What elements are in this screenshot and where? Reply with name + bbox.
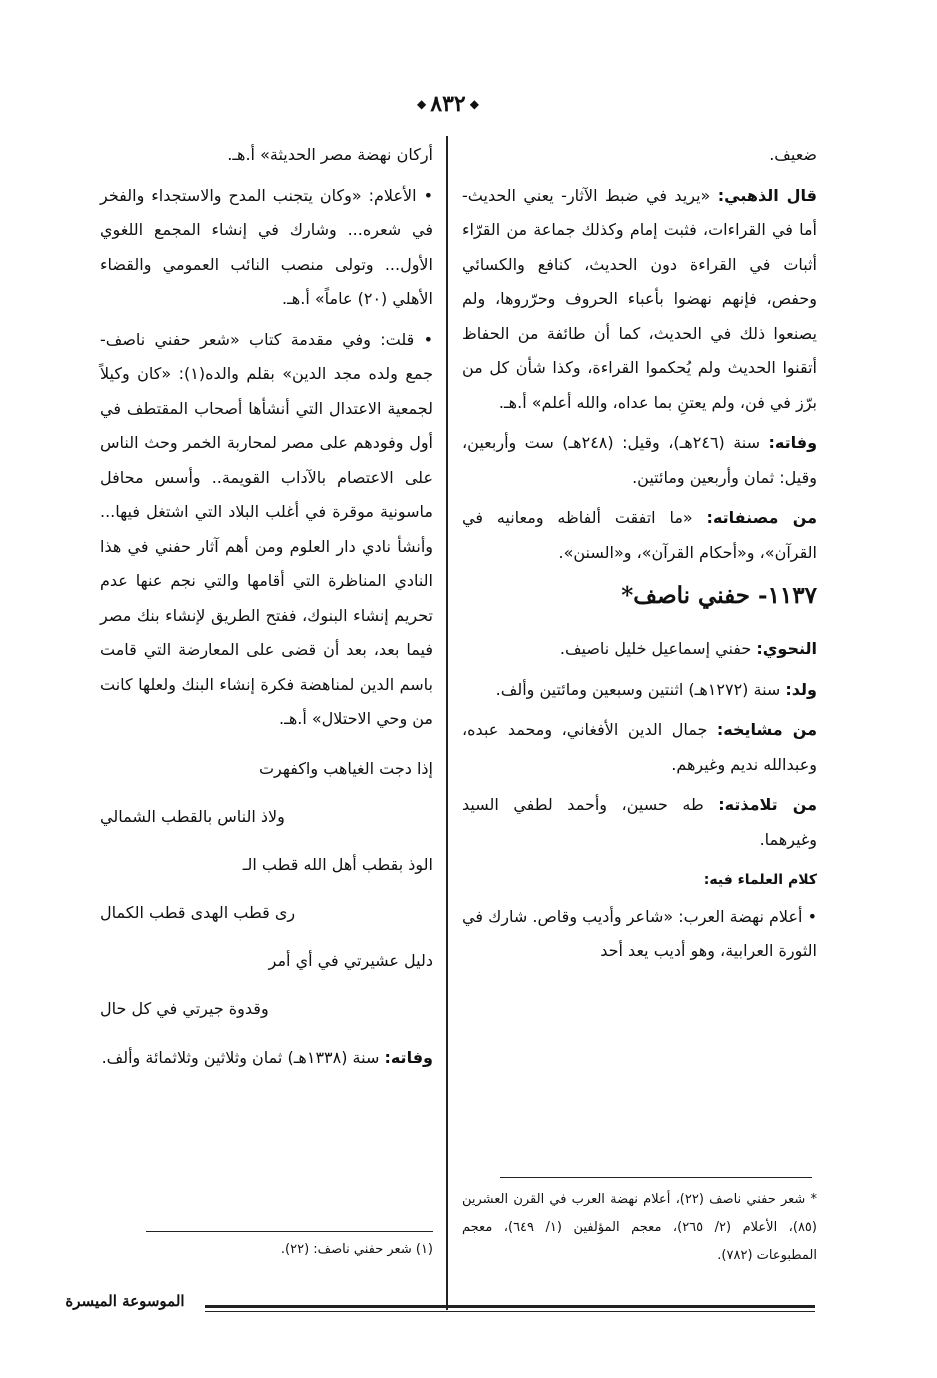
right-column (462, 138, 817, 975)
footnote: * شعر حفني ناصف (٢٢)، أعلام نهضة العرب في القرن العشرين (٨٥)، الأعلام (٢/ ٢٦٥)، معجم المؤلفين (١/ ٦٤٩)، معجم المطبوعات (٧٨٢). (462, 1192, 817, 1263)
text: سنة (١٣٣٨هـ) ثمان وثلاثين وثلاثمائة وألف. (101, 1047, 385, 1067)
footer-rule (205, 1305, 815, 1308)
ornament-icon: ◆ (417, 97, 427, 111)
footnote-divider (146, 1231, 433, 1232)
paragraph (462, 673, 817, 708)
text: جمال الدين الأفغاني، ومحمد عبده، وعبدالله نديم وغيرهم. (462, 720, 817, 774)
verse-line (100, 937, 433, 985)
ornament-icon: ◆ (469, 97, 479, 111)
paragraph (462, 426, 817, 495)
left-column (100, 138, 433, 1081)
paragraph (462, 179, 817, 421)
hemistich: دليل عشيرتي في أي أمر (268, 950, 433, 970)
text: سنة (١٢٧٢هـ) اثنتين وسبعين ومائتين وألف. (495, 679, 786, 699)
page-number-text: ٨٣٢ (430, 91, 466, 117)
paragraph (462, 713, 817, 782)
paragraph (462, 632, 817, 667)
label: من مصنفاته: (706, 508, 818, 527)
label: النحوي: (756, 639, 817, 658)
label: قال الذهبي: (717, 185, 817, 205)
verse-line (100, 889, 433, 937)
footer-rule (205, 1311, 815, 1312)
section-heading: كلام العلماء فيه: (703, 872, 817, 888)
paragraph (462, 788, 817, 857)
paragraph: • أعلام نهضة العرب: «شاعر وأديب وقاص. شارك في الثورة العرابية، وهو أديب يعد أحد (462, 906, 817, 960)
text: سنة (٢٤٦هـ)، وقيل: (٢٤٨هـ) ست وأربعين، وقيل: ثمان وأربعين ومائتين. (462, 433, 817, 487)
label: من مشايخه: (716, 720, 818, 739)
paragraph (462, 501, 817, 570)
hemistich: الوذ بقطب أهل الله قطب الـ (242, 854, 433, 874)
paragraph: • الأعلام: «وكان يتجنب المدح والاستجداء والفخر في شعره... وشارك في إنشاء المجمع اللغوي الأول... وتولى منصب النائب العمومي والقضاء الأهلي (٢٠) عاماً» أ.هـ. (100, 185, 433, 308)
hemistich: رى قطب الهدى قطب الكمال (100, 902, 296, 922)
footnote: (١) شعر حفني ناصف: (٢٢). (280, 1242, 433, 1257)
paragraph: • قلت: وفي مقدمة كتاب «شعر حفني ناصف- جمع ولده مجد الدين» بقلم والده(١): «كان وكيلاً لجمعية الاعتدال التي أنشأها أصحاب المقتطف في أول وفودهم على مصر لمحاربة الخمر وحث الناس على الاعتصام بالآداب القويمة.. وأسس محافل ماسونية موقرة في أغلب البلاد التي اشتغل فيها... وأنشأ نادي دار العلوم ومن أهم آثار حفني في هذا النادي المناظرة التي أقامها والتي نجم عنها عدم تحريم إنشاء البنوك، ففتح الطريق لإنشاء بنك مصر فيما بعد، بعد أن قضى على المعارضة التي قامت باسم الدين لمناهضة فكرة إنشاء البنك ولعلها كانت من وحي الاحتلال» أ.هـ. (100, 329, 433, 728)
text: طه حسين، وأحمد لطفي السيد وغيرهما. (462, 795, 817, 849)
paragraph: ضعيف. (769, 145, 817, 164)
paragraph: أركان نهضة مصر الحديثة» أ.هـ. (227, 145, 433, 164)
label: من تلامذته: (718, 795, 817, 814)
paragraph (100, 1041, 433, 1076)
text: حفني إسماعيل خليل ناصيف. (559, 639, 757, 658)
text: «يريد في ضبط الآثار- يعني الحديث- أما في القراءات، فثبت إمام وكذلك جماعة من القرّاء أثبات في القراءة دون الحديث، كنافع والكسائي وحفص، فإنهم نهضوا بأعباء الحروف وحرّروها، ولم يصنعوا ذلك في الحديث، كما أن طائفة من الحفاظ أتقنوا الحديث ولم يُحكموا القراءة، وكذا شأن كل من برّز في فن، ولم يعتنِ بما عداه، والله أعلم» أ.هـ. (462, 185, 817, 412)
poem (100, 745, 433, 1033)
verse-line (100, 745, 433, 793)
verse-line (100, 985, 433, 1033)
label: وفاته: (384, 1047, 433, 1067)
page-number (403, 84, 493, 124)
text: «ما اتفقت ألفاظه ومعانيه في القرآن»، و«أحكام القرآن»، و«السنن». (462, 508, 817, 562)
footnote-divider (500, 1177, 812, 1178)
label: وفاته: (768, 433, 818, 452)
column-divider (446, 136, 448, 1310)
verse-line (100, 793, 433, 841)
hemistich: إذا دجت الغياهب واكفهرت (258, 758, 433, 778)
label: ولد: (785, 679, 817, 699)
verse-line (100, 841, 433, 889)
hemistich: وقدوة جيرتي في كل حال (100, 998, 269, 1018)
footer-brand: الموسوعة الميسرة (65, 1292, 185, 1310)
entry-heading: ١١٣٧- حفني ناصف* (621, 582, 817, 609)
hemistich: ولاذ الناس بالقطب الشمالي (100, 806, 285, 826)
